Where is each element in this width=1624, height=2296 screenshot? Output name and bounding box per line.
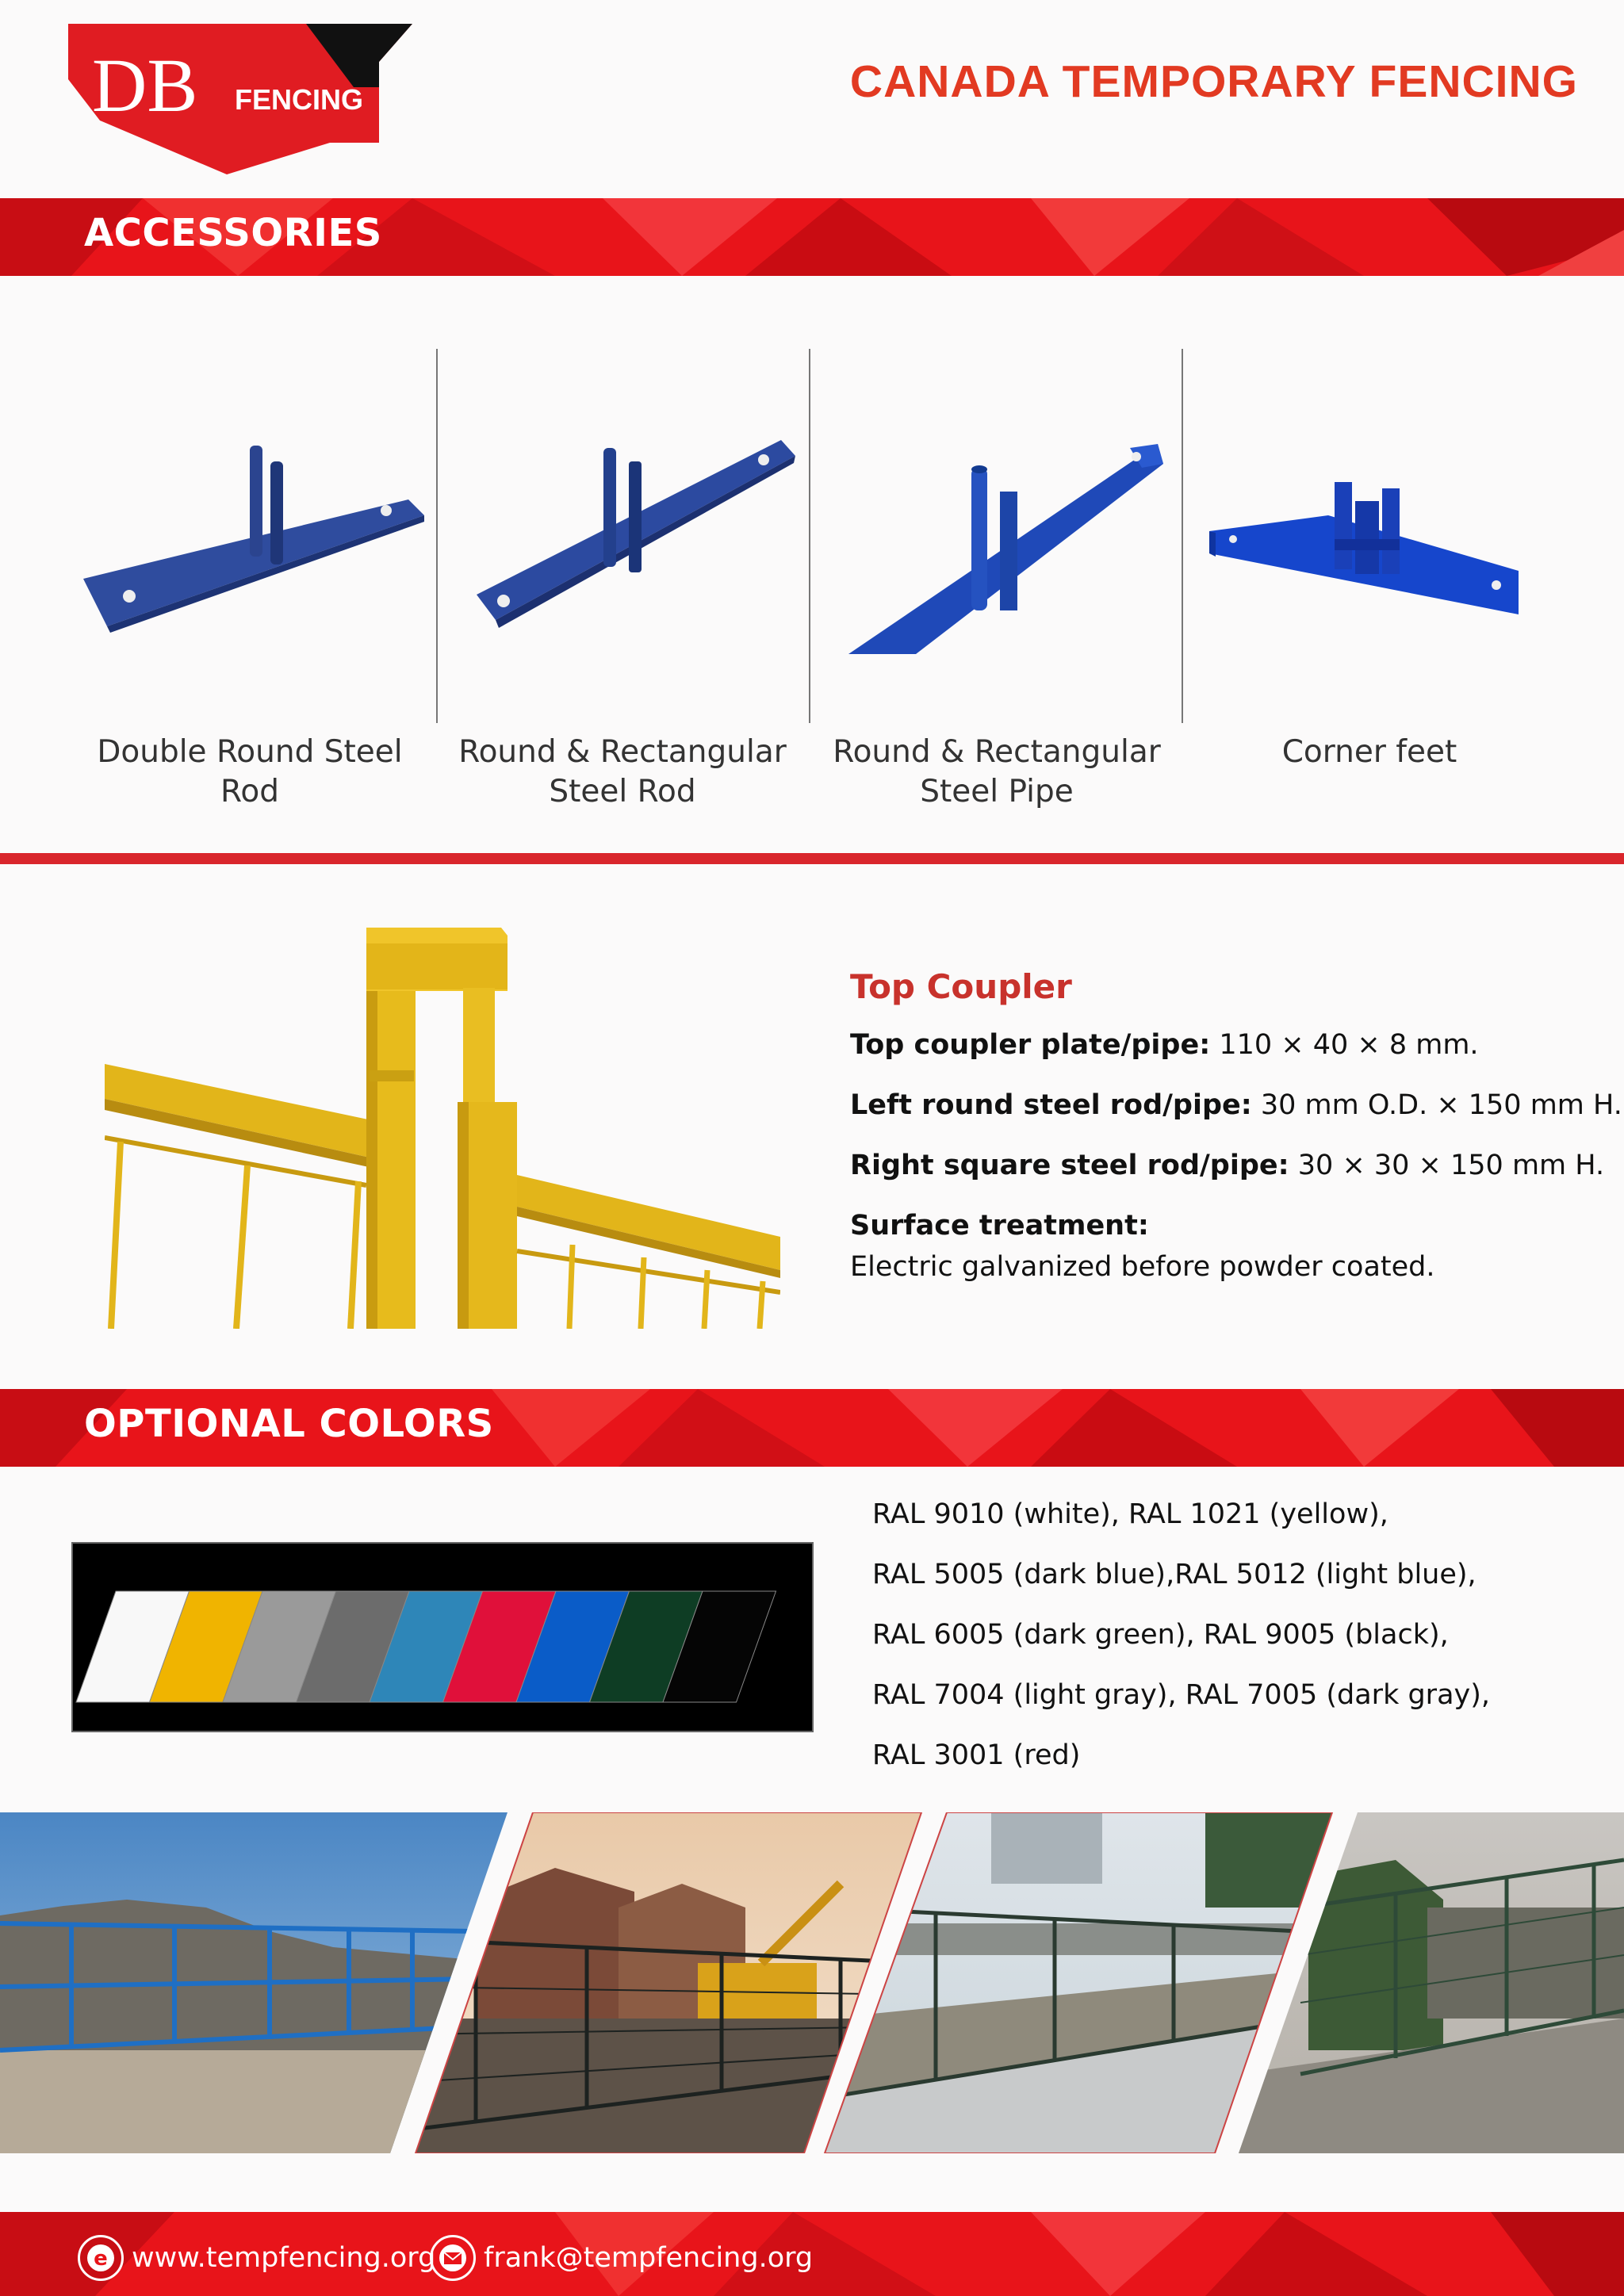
website-text: www.tempfencing.org — [132, 2242, 436, 2274]
spec-line — [850, 1150, 1604, 1181]
logo-letters: DB — [92, 43, 198, 128]
footer — [0, 2212, 1624, 2296]
accessory-caption — [63, 733, 436, 812]
caption-line: Double Round Steel Rod — [97, 734, 403, 809]
column-divider — [1182, 349, 1183, 723]
spec-label: Right square steel rod/pipe: — [850, 1150, 1289, 1181]
ral-line: RAL 3001 (red) — [872, 1739, 1081, 1771]
brand-title: CANADA TEMPORARY FENCING — [849, 56, 1578, 107]
optional-colors-banner — [0, 1389, 1624, 1467]
spec-label: Surface treatment: — [850, 1210, 1149, 1242]
round-rectangular-steel-rod-image — [448, 412, 797, 674]
email-text: frank@tempfencing.org — [484, 2242, 814, 2274]
spec-value: 30 mm O.D. × 150 mm H. — [1251, 1089, 1622, 1121]
mail-icon — [430, 2235, 476, 2281]
spec-label: Top coupler plate/pipe: — [850, 1029, 1211, 1061]
column-divider — [436, 349, 438, 723]
website-link[interactable] — [78, 2234, 435, 2282]
accessories-banner — [0, 198, 1624, 276]
top-coupler-title: Top Coupler — [850, 967, 1072, 1006]
spec-label: Left round steel rod/pipe: — [850, 1089, 1252, 1121]
column-divider — [809, 349, 810, 723]
accessories-heading: ACCESSORIES — [84, 211, 382, 255]
top-coupler-image — [105, 912, 780, 1329]
logo-word: FENCING — [235, 83, 363, 116]
surface-value: Electric galvanized before powder coated. — [850, 1251, 1435, 1283]
svg-text:e: e — [94, 2247, 108, 2271]
ral-line: RAL 6005 (dark green), RAL 9005 (black), — [872, 1619, 1449, 1651]
spec-line — [850, 1089, 1622, 1121]
accessory-caption — [1183, 733, 1556, 772]
caption-line: Steel Rod — [549, 774, 696, 809]
caption-line: Corner feet — [1281, 734, 1457, 770]
spec-value: 110 × 40 × 8 mm. — [1210, 1029, 1479, 1061]
ral-line: RAL 7004 (light gray), RAL 7005 (dark gray), — [872, 1679, 1491, 1711]
accessory-caption — [436, 733, 809, 812]
spec-line — [850, 1029, 1479, 1061]
caption-line: Steel Pipe — [920, 774, 1074, 809]
round-rectangular-steel-pipe-image — [821, 412, 1170, 674]
caption-line: Round & Rectangular — [458, 734, 787, 770]
ral-line: RAL 5005 (dark blue),RAL 5012 (light blue), — [872, 1559, 1477, 1590]
surface-label — [850, 1210, 1149, 1242]
db-fencing-logo — [68, 24, 412, 174]
section-divider — [0, 853, 1624, 864]
caption-line: Round & Rectangular — [833, 734, 1161, 770]
globe-icon — [78, 2235, 124, 2281]
double-round-steel-rod-image — [75, 412, 424, 674]
optional-colors-heading: OPTIONAL COLORS — [84, 1402, 494, 1446]
spec-value: 30 × 30 × 150 mm H. — [1289, 1150, 1605, 1181]
email-link[interactable] — [430, 2234, 813, 2282]
accessory-caption — [810, 733, 1183, 812]
corner-feet-image — [1193, 412, 1542, 674]
ral-line: RAL 9010 (white), RAL 1021 (yellow), — [872, 1498, 1388, 1530]
color-swatch-strip — [71, 1542, 814, 1732]
site-photos-strip — [0, 1812, 1624, 2153]
